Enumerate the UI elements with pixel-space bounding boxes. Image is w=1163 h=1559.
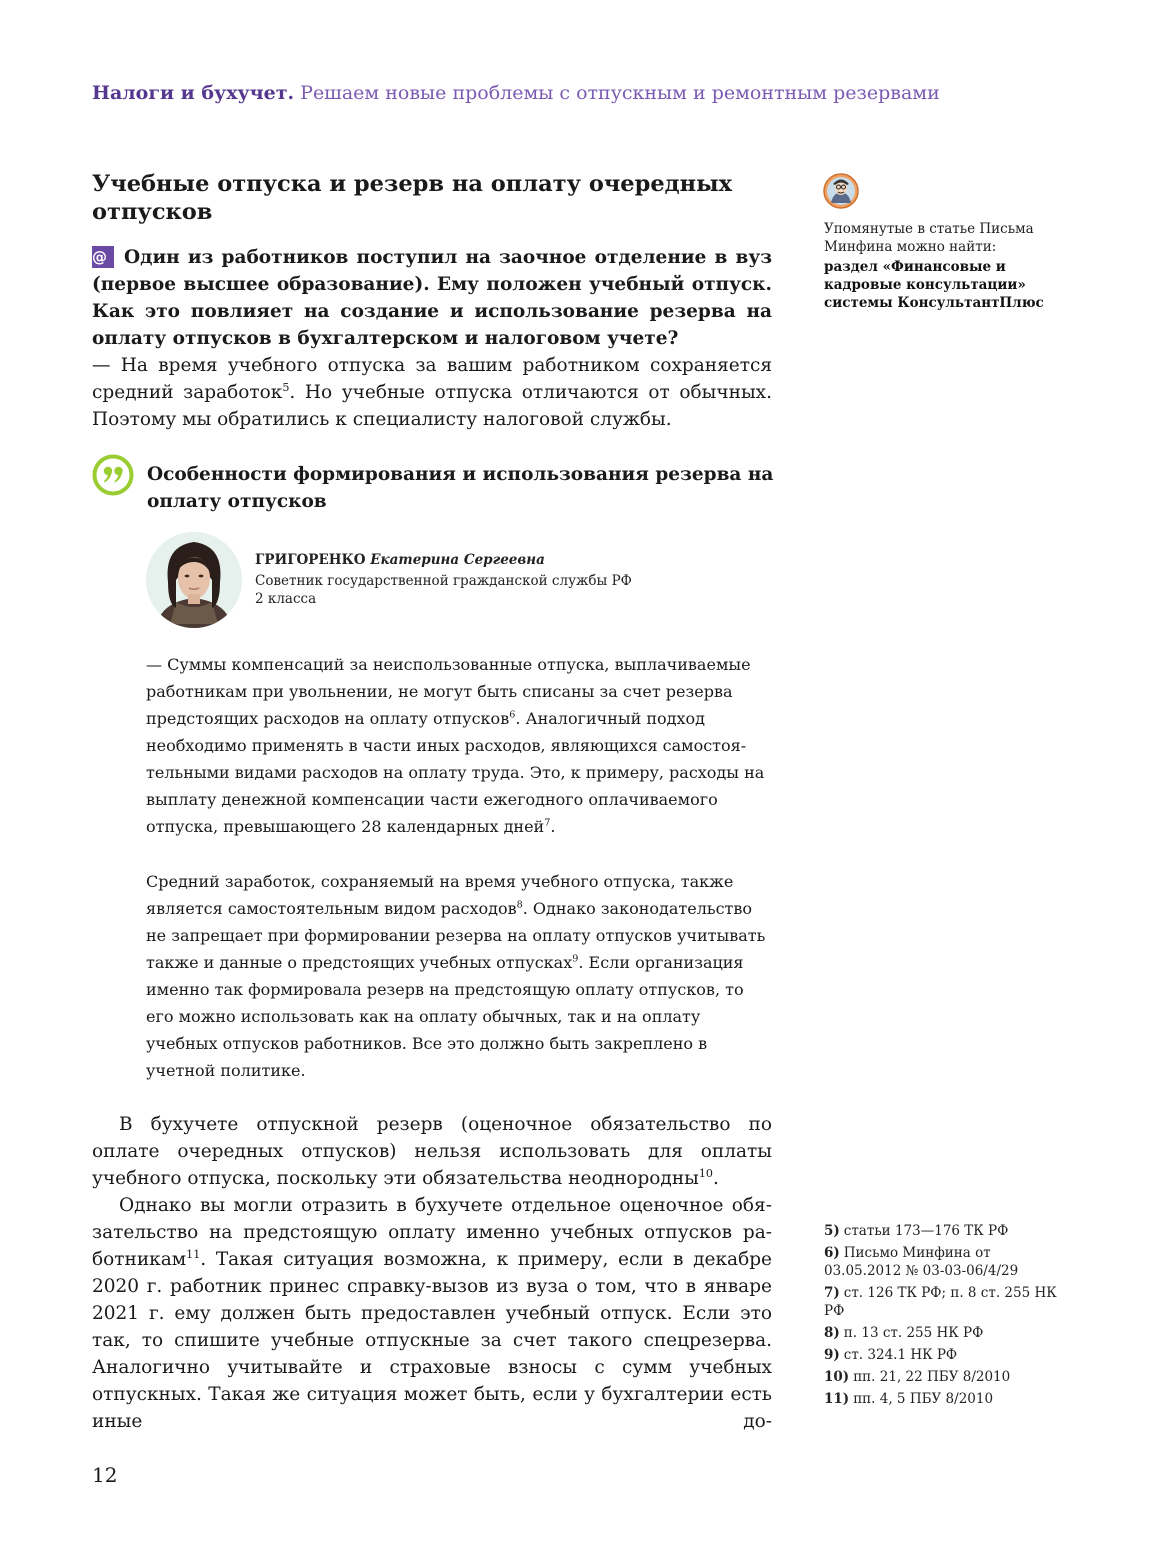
footnote-text: статьи 173—176 ТК РФ	[843, 1223, 1009, 1239]
answer-text: — На время учебного отпуска за вашим работником сохраняется средний заработок	[92, 355, 772, 403]
consultant-mascot-icon	[823, 173, 859, 209]
answer	[92, 352, 772, 433]
expert-photo	[146, 532, 242, 628]
footnote-number: 7)	[824, 1285, 840, 1301]
body-text: В бухучете отпускной резерв (оценочное обязательство по оплате очередных отпусков) нельзя использовать для оплаты учебного отпуска, поскольку эти обязательства неоднородны	[92, 1114, 772, 1189]
expert-portrait-image	[146, 532, 242, 628]
footnote-item	[824, 1324, 1064, 1342]
footnote-ref[interactable]: 6	[509, 709, 516, 721]
running-header	[92, 82, 1052, 104]
footnote-item	[824, 1390, 1064, 1408]
footnote-text: пп. 21, 22 ПБУ 8/2010	[853, 1369, 1011, 1385]
footnote-item	[824, 1368, 1064, 1386]
expert-quote-text: . Однако законодательство не запрещает при формировании резерва на оплату отпусков учитывать также и данные о предстоящих учебных отпусках	[146, 899, 766, 972]
footnote-text: Письмо Минфина от 03.05.2012 № 03-03-06/4/29	[824, 1245, 1019, 1279]
body-paragraph-2	[92, 1192, 772, 1435]
body-text: . Такая ситуация возможна, к примеру, если в декабре 2020 г. работник принес справку-вызов из вуза о том, что в январе 2021 г. ему должен быть предоставлен учебный отпуск. Если это так, то спишите учебные отпускные за счет такого спецрезерва. Аналогично учитывайте и страховые взносы с сумм учебных отпускных. Такая же ситуация может быть, если у бухгалтерии есть иные до-	[92, 1249, 772, 1432]
sidebar-location: раздел «Финансовые и кадровые консультации» системы КонсультантПлюс	[824, 259, 1044, 311]
footnote-ref[interactable]: 10	[698, 1166, 713, 1180]
footnote-ref[interactable]: 11	[186, 1247, 201, 1261]
footnote-number: 11)	[824, 1391, 850, 1407]
header-title: Решаем новые проблемы с отпускным и ремонтным резервами	[300, 82, 940, 104]
footnote-number: 6)	[824, 1245, 840, 1261]
section-title: Учебные отпуска и резерв на оплату очередных отпусков	[92, 171, 733, 225]
footnote-item	[824, 1244, 1064, 1280]
expert-surname: ГРИГОРЕНКО	[255, 552, 366, 568]
footnote-text: п. 13 ст. 255 НК РФ	[843, 1325, 984, 1341]
expert-quote-text: .	[550, 817, 556, 836]
expert-quote-text: . Если организация именно так формировала резерв на предстоящую оплату отпусков, то его можно использовать как на оплату обычных, так и на оплату учебных отпусков работников. Все это должно быть закреплено в учетной политике.	[146, 953, 744, 1080]
footnote-ref[interactable]: 7	[544, 817, 551, 829]
footnote-number: 10)	[824, 1369, 850, 1385]
answer-text-cont: . Но учебные отпуска отличаются от обычных. Поэтому мы обратились к специалисту налоговой службы.	[92, 382, 772, 430]
footnotes-list	[824, 1222, 1064, 1412]
footnote-ref[interactable]: 5	[282, 380, 290, 394]
expert-quote-paragraph-2	[146, 868, 776, 1084]
footnote-ref[interactable]: 9	[572, 953, 579, 965]
expert-role-line2: 2 класса	[255, 591, 317, 607]
sidebar-note: Упомянутые в статье Письма Минфина можно найти:	[824, 221, 1034, 255]
quote-icon	[92, 454, 134, 496]
expert-quote-text: Средний заработок, сохраняемый на время учебного отпуска, также является самостоятельным видом расходов	[146, 872, 734, 918]
expert-given-names: Екатерина Сергеевна	[370, 552, 545, 568]
question-at-icon: @	[92, 246, 114, 268]
footnote-number: 9)	[824, 1347, 840, 1363]
body-text: Однако вы могли отразить в бухучете отдельное оценочное обязательство на предстоящую оплату именно учебных отпусков работникам	[92, 1195, 772, 1270]
expert-name	[255, 552, 545, 568]
footnote-number: 5)	[824, 1223, 840, 1239]
footnote-item	[824, 1284, 1064, 1320]
header-section: Налоги и бухучет.	[92, 82, 295, 104]
page-number: 12	[92, 1463, 118, 1487]
footnote-text: ст. 324.1 НК РФ	[843, 1347, 958, 1363]
question-text: Один из работников поступил на заочное отделение в вуз (первое высшее образование). Ему положен учебный отпуск. Как это повлияет на создание и использование резерва на оплату отпусков в бухгалтерском и налоговом учете?	[92, 247, 772, 349]
footnote-number: 8)	[824, 1325, 840, 1341]
expert-role-line1: Советник государственной гражданской службы РФ	[255, 573, 632, 589]
footnote-item	[824, 1222, 1064, 1240]
footnote-item	[824, 1346, 1064, 1364]
body-paragraph-1	[92, 1111, 772, 1192]
footnote-text: пп. 4, 5 ПБУ 8/2010	[853, 1391, 994, 1407]
expert-quote-text: . Аналогичный подход необходимо применять в части иных расходов, являющихся самостоятельными видами расходов на оплату труда. Это, к примеру, расходы на выплату денежной компенсации части ежегодного оплачиваемого отпуска, превышающего 28 календарных дней	[146, 709, 765, 836]
body-text: .	[713, 1168, 719, 1189]
question	[92, 244, 772, 352]
footnote-ref[interactable]: 8	[516, 899, 523, 911]
footnote-text: ст. 126 ТК РФ; п. 8 ст. 255 НК РФ	[824, 1285, 1057, 1319]
expert-quote-text: — Суммы компенсаций за неиспользованные отпуска, выплачиваемые работникам при увольнении, не могут быть списаны за счет резерва предстоящих расходов на оплату отпусков	[146, 655, 751, 728]
sub-title: Особенности формирования и использования резерва на оплату отпусков	[147, 464, 774, 512]
expert-role	[255, 572, 695, 608]
expert-quote-paragraph-1	[146, 651, 776, 840]
